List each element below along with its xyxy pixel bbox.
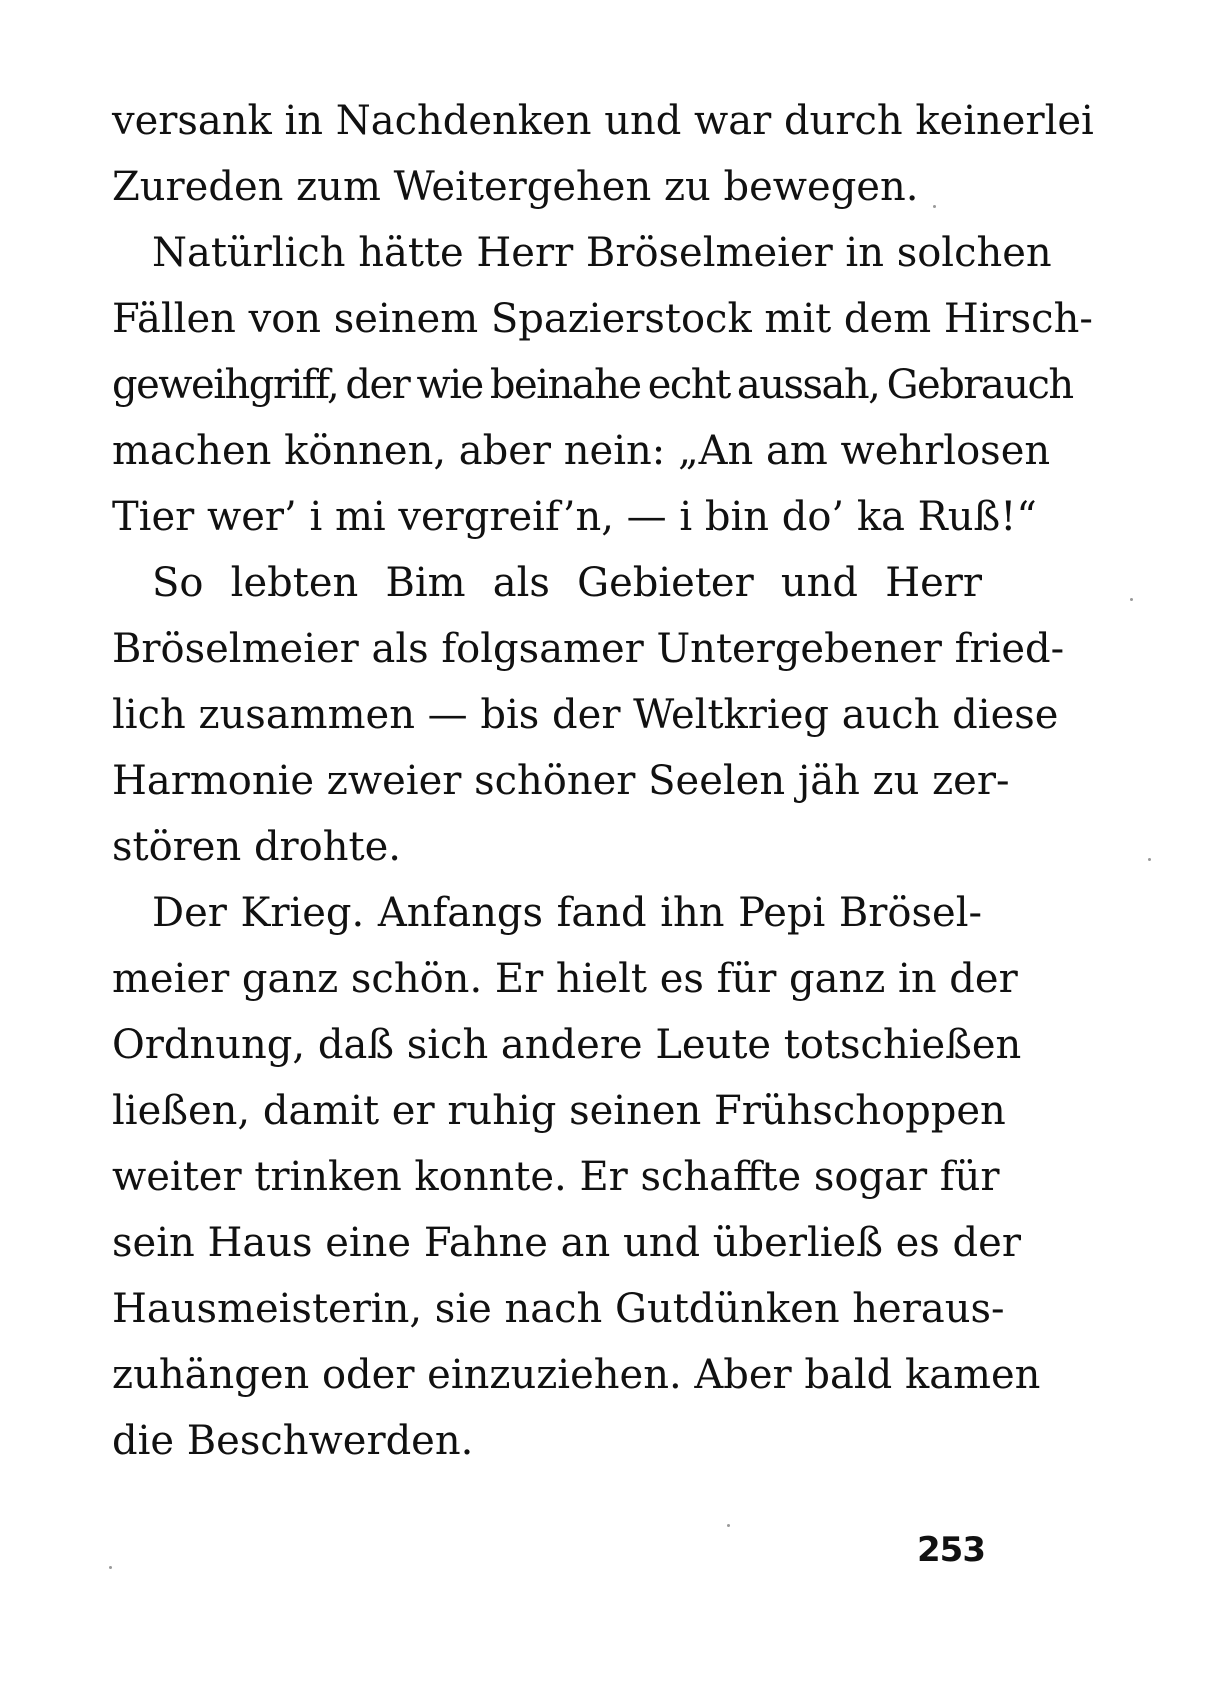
text-line: Fällen von seinem Spazierstock mit dem Hirsch-: [112, 296, 1093, 342]
scan-speck: [1148, 858, 1151, 861]
text-line: Zureden zum Weitergehen zu bewegen.: [112, 164, 919, 210]
text-line: stören drohte.: [112, 824, 401, 870]
text-line: Tier wer’ i mi vergreif’n, — i bin do’ ka Ruß!“: [112, 494, 1037, 540]
text-line: versank in Nachdenken und war durch keinerlei: [112, 98, 1094, 144]
text-line: Ordnung, daß sich andere Leute totschießen: [112, 1022, 1022, 1068]
body-text: [112, 88, 1094, 1474]
text-line: Harmonie zweier schöner Seelen jäh zu zer-: [112, 758, 1010, 804]
text-line: zuhängen oder einzuziehen. Aber bald kamen: [112, 1352, 1041, 1398]
text-line: Hausmeisterin, sie nach Gutdünken heraus-: [112, 1286, 1005, 1332]
text-line: Der Krieg. Anfangs fand ihn Pepi Brösel-: [152, 890, 982, 936]
text-line: meier ganz schön. Er hielt es für ganz in der: [112, 956, 1018, 1002]
scan-speck: [109, 1566, 112, 1569]
scan-speck: [727, 1524, 730, 1527]
text-line: Natürlich hätte Herr Bröselmeier in solchen: [152, 230, 1052, 276]
text-line: geweihgriff, der wie beinahe echt aussah, Gebrauch: [112, 362, 1073, 408]
scan-speck: [1130, 598, 1133, 601]
text-line: ließen, damit er ruhig seinen Frühschoppen: [112, 1088, 1006, 1134]
text-line: Bröselmeier als folgsamer Untergebener fried-: [112, 626, 1065, 672]
text-line: lich zusammen — bis der Weltkrieg auch diese: [112, 692, 1059, 738]
page-number: 253: [917, 1530, 985, 1570]
text-line: weiter trinken konnte. Er schaffte sogar für: [112, 1154, 1000, 1200]
scan-speck: [933, 205, 936, 208]
text-line: die Beschwerden.: [112, 1418, 474, 1464]
text-line: machen können, aber nein: „An am wehrlosen: [112, 428, 1051, 474]
text-line: sein Haus eine Fahne an und überließ es der: [112, 1220, 1021, 1266]
text-line: So lebten Bim als Gebieter und Herr: [152, 560, 982, 606]
